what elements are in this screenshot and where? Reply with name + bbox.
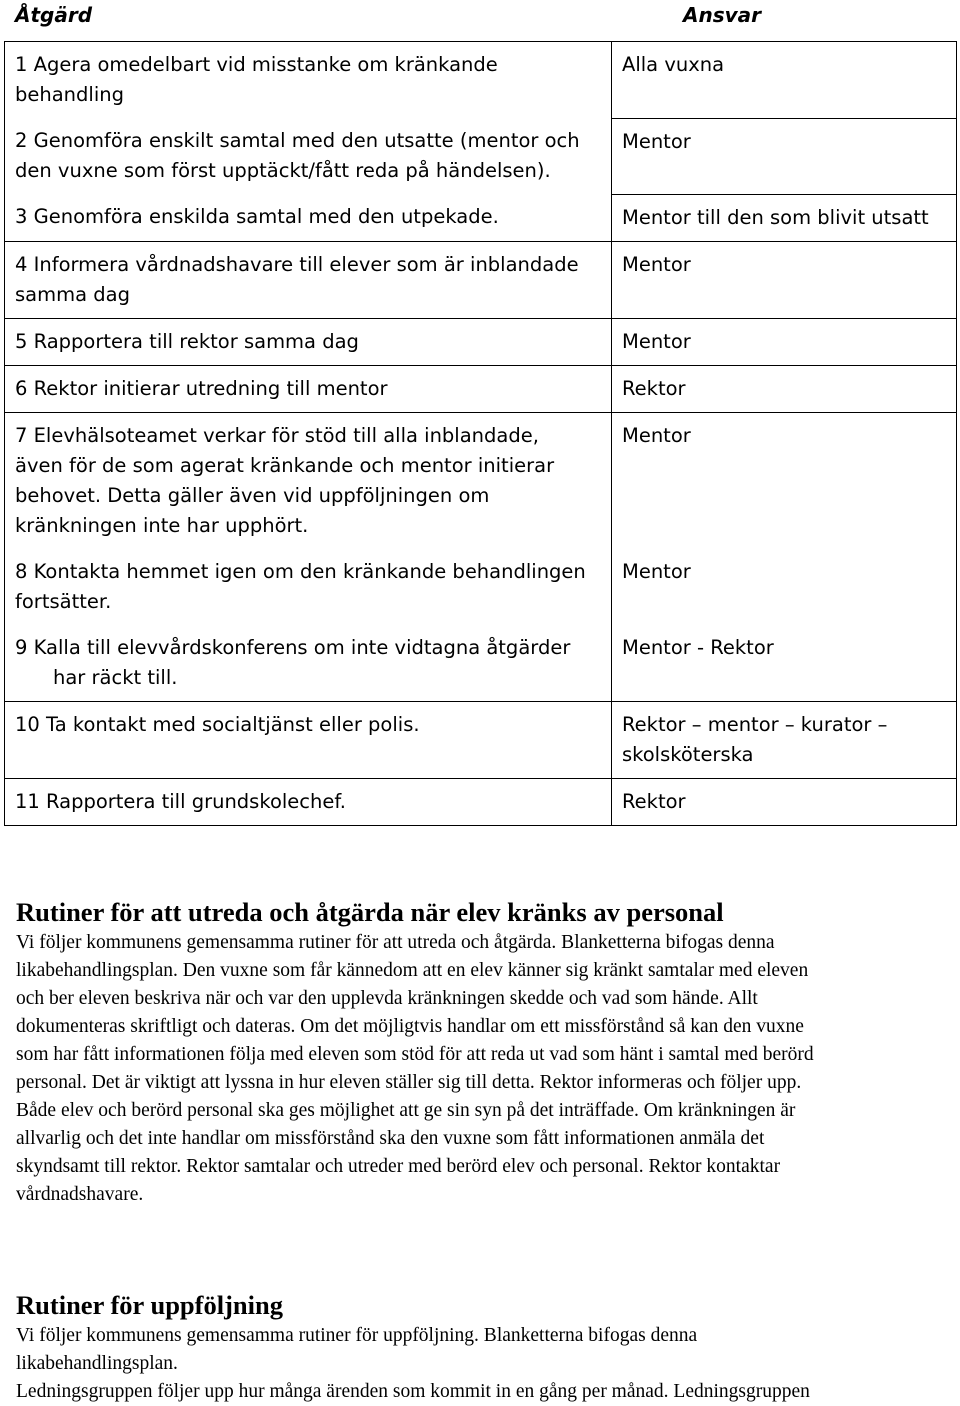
responsible-text: Mentor [622,423,691,447]
table-row [5,118,957,194]
paragraph-line: vårdnadshavare. [16,1184,144,1205]
action-cell [5,241,612,318]
action-cell [5,549,612,625]
responsible-cell [612,365,957,412]
paragraph-line: och ber eleven beskriva när och var den upplevda kränkningen skedde och vad som hände. Allt [16,988,758,1009]
action-line: 8 Kontakta hemmet igen om den kränkande behandlingen [15,559,586,583]
table-row [5,365,957,412]
action-line: 6 Rektor initierar utredning till mentor [15,376,388,400]
action-cell [5,701,612,778]
action-line: även för de som agerat kränkande och mentor initierar [15,453,555,477]
action-table [4,41,957,826]
paragraph-line: Vi följer kommunens gemensamma rutiner för uppföljning. Blanketterna bifogas denna [16,1325,698,1346]
action-line: samma dag [15,282,130,306]
action-line: 7 Elevhälsoteamet verkar för stöd till alla inblandade, [15,423,539,447]
section-heading: Rutiner för uppföljning [16,1290,284,1320]
action-line: 2 Genomföra enskilt samtal med den utsatte (mentor och [15,129,580,152]
paragraph-line: personal. Det är viktigt att lyssna in hur eleven ställer sig till detta. Rektor informeras och följer upp. [16,1072,802,1093]
action-cell [5,625,612,702]
action-line: 11 Rapportera till grundskolechef. [15,789,347,813]
responsible-cell [612,241,957,318]
action-line: kränkningen inte har upphört. [15,513,309,537]
responsible-cell [612,412,957,549]
responsible-cell [612,778,957,825]
responsible-text: Mentor till den som blivit utsatt [622,205,929,229]
responsible-cell [612,42,957,119]
action-cell [5,194,612,241]
responsible-cell [612,194,957,241]
action-line: 4 Informera vårdnadshavare till elever som är inblandade [15,252,579,276]
paragraph-line: Vi följer kommunens gemensamma rutiner för att utreda och åtgärda. Blanketterna bifogas denna [16,932,775,953]
action-cell [5,118,612,194]
responsible-line: Rektor – mentor – kurator – [622,712,888,736]
action-line: fortsätter. [15,589,112,613]
table-row [5,241,957,318]
action-cell [5,778,612,825]
responsible-cell [612,118,957,194]
responsible-text: Rektor [622,376,686,400]
action-line: har räckt till. [53,665,178,689]
responsible-text: Mentor [622,252,691,276]
paragraph-line: som har fått informationen följa med eleven som stöd för att reda ut vad som hänt i samtal med berörd [16,1044,814,1065]
responsible-cell [612,318,957,365]
table-row [5,318,957,365]
table-row [5,778,957,825]
responsible-cell [612,549,957,625]
paragraph-line: likabehandlingsplan. Den vuxne som får kännedom att en elev känner sig kränkt samtalar med eleven [16,960,809,981]
table-row [5,194,957,241]
column-header-action: Åtgärd [15,3,93,27]
action-line: 1 Agera omedelbart vid misstanke om kränkande [15,53,498,76]
paragraph-line: likabehandlingsplan. [16,1353,178,1374]
paragraph-line: dokumenteras skriftligt och dateras. Om det möjligtvis handlar om ett missförstånd så kan den vuxne [16,1016,804,1037]
table-row [5,412,957,549]
action-line: 5 Rapportera till rektor samma dag [15,329,359,353]
paragraph-line: Ledningsgruppen följer upp hur många ärenden som kommit in en gång per månad. Ledningsgruppen [16,1381,810,1402]
action-line: den vuxne som först upptäckt/fått reda på händelsen). [15,159,551,182]
table-row [5,549,957,625]
action-line: behovet. Detta gäller även vid uppföljningen om [15,483,490,507]
responsible-cell [612,701,957,778]
table-row [5,42,957,119]
table-row [5,701,957,778]
action-line: 10 Ta kontakt med socialtjänst eller polis. [15,712,420,736]
action-line: 3 Genomföra enskilda samtal med den utpekade. [15,205,499,228]
responsible-cell [612,625,957,702]
responsible-text: Mentor - Rektor [622,635,774,659]
responsible-line: skolsköterska [622,742,754,766]
responsible-text: Alla vuxna [622,53,725,76]
column-header-responsible: Ansvar [683,3,762,27]
responsible-text: Mentor [622,559,691,583]
section-staff-offense [16,895,941,1209]
responsible-text: Rektor [622,789,686,813]
action-cell [5,365,612,412]
responsible-text: Mentor [622,329,691,353]
action-cell [5,412,612,549]
action-cell [5,318,612,365]
action-line: behandling [15,83,124,106]
action-cell [5,42,612,119]
section-heading: Rutiner för att utreda och åtgärda när elev kränks av personal [16,897,724,927]
action-line: 9 Kalla till elevvårdskonferens om inte vidtagna åtgärder [15,635,571,659]
table-row [5,625,957,702]
responsible-text: Mentor [622,129,691,153]
paragraph-line: Både elev och berörd personal ska ges möjlighet att ge sin syn på det inträffade. Om kränkningen är [16,1100,796,1121]
paragraph-line: allvarlig och det inte handlar om missförstånd ska den vuxne som fått informationen anmäla det [16,1128,765,1149]
paragraph-line: skyndsamt till rektor. Rektor samtalar och utreder med berörd elev och personal. Rektor kontaktar [16,1156,781,1177]
section-followup [16,1288,941,1406]
